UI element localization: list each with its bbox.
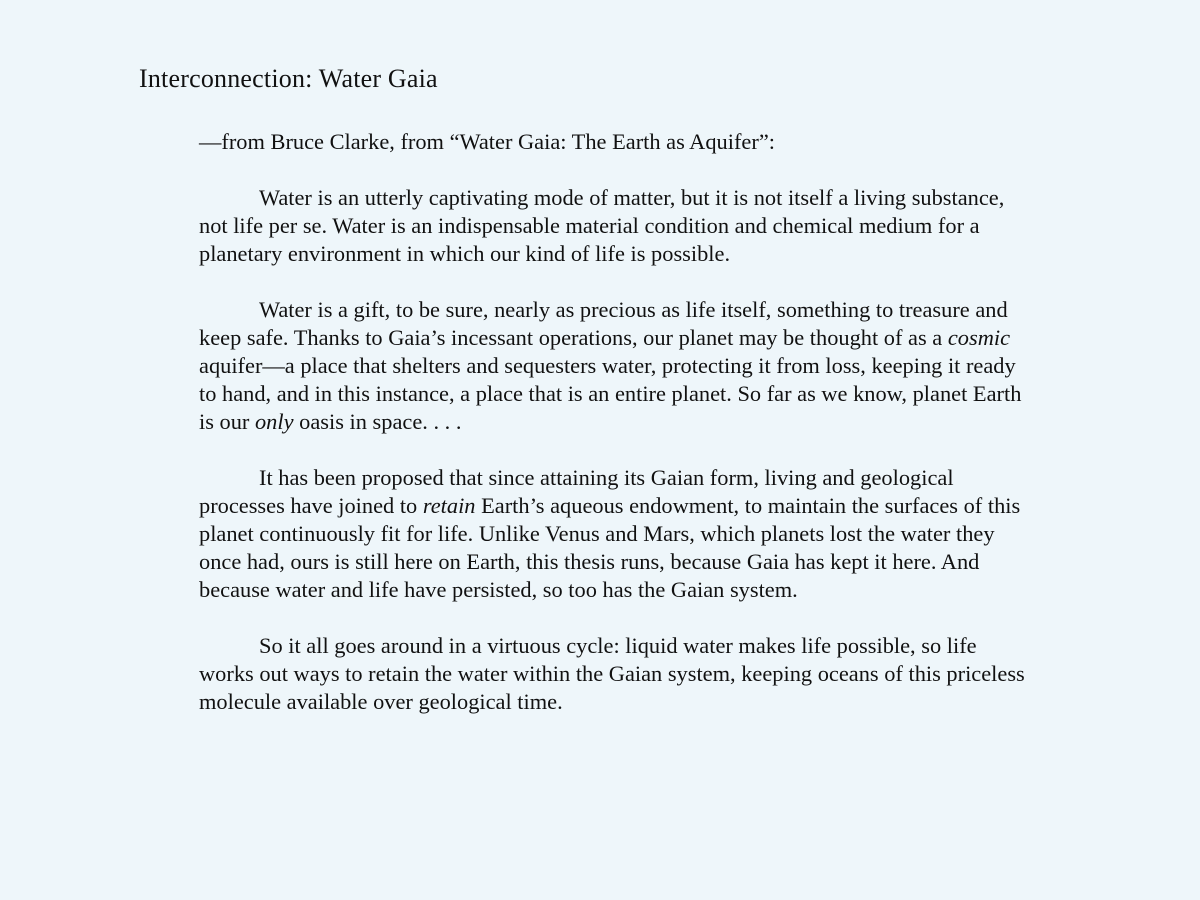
emphasis-cosmic: cosmic [947,325,1011,350]
paragraph-2-text-part-1: Water is a gift, to be sure, nearly as precious as life itself, something to treasure and keep safe. Thanks to Gaia’s incessant operations, our planet may be thought of as a [199,297,1008,350]
paragraph-2-text-part-3: oasis in space. . . . [293,409,462,434]
paragraph-3-text-part-2: Earth’s aqueous endowment, to maintain the surfaces of this planet continuously fit for life. Unlike Venus and Mars, which planets lost the water they once had, ours is still here on Earth, this thesis runs, because Gaia has kept it here. And because water and life have persisted, so too has the Gaian system. [199,493,1021,602]
page-title: Interconnection: Water Gaia [139,64,438,93]
emphasis-only: only [254,409,294,434]
attribution-line: —from Bruce Clarke, from “Water Gaia: The Earth as Aquifer”: [199,129,775,154]
quote-block [199,128,1029,716]
quote-paragraph-3 [199,464,1029,604]
quote-paragraph-1: Water is an utterly captivating mode of matter, but it is not itself a living substance, not life per se. Water is an indispensable material condition and chemical medium for a planetary environment in which our kind of life is possible. [199,185,1005,266]
quote-paragraph-4: So it all goes around in a virtuous cycle: liquid water makes life possible, so life works out ways to retain the water within the Gaian system, keeping oceans of this priceless molecule available over geological time. [199,633,1025,714]
quote-paragraph-2 [199,296,1029,436]
paragraph-2-text-part-2: aquifer—a place that shelters and sequesters water, protecting it from loss, keeping it ready to hand, and in this instance, a place that is an entire planet. So far as we know, planet Earth is our [199,353,1022,434]
paragraph-3-text-part-1: It has been proposed that since attaining its Gaian form, living and geological processes have joined to [199,465,954,518]
emphasis-retain: retain [422,493,476,518]
